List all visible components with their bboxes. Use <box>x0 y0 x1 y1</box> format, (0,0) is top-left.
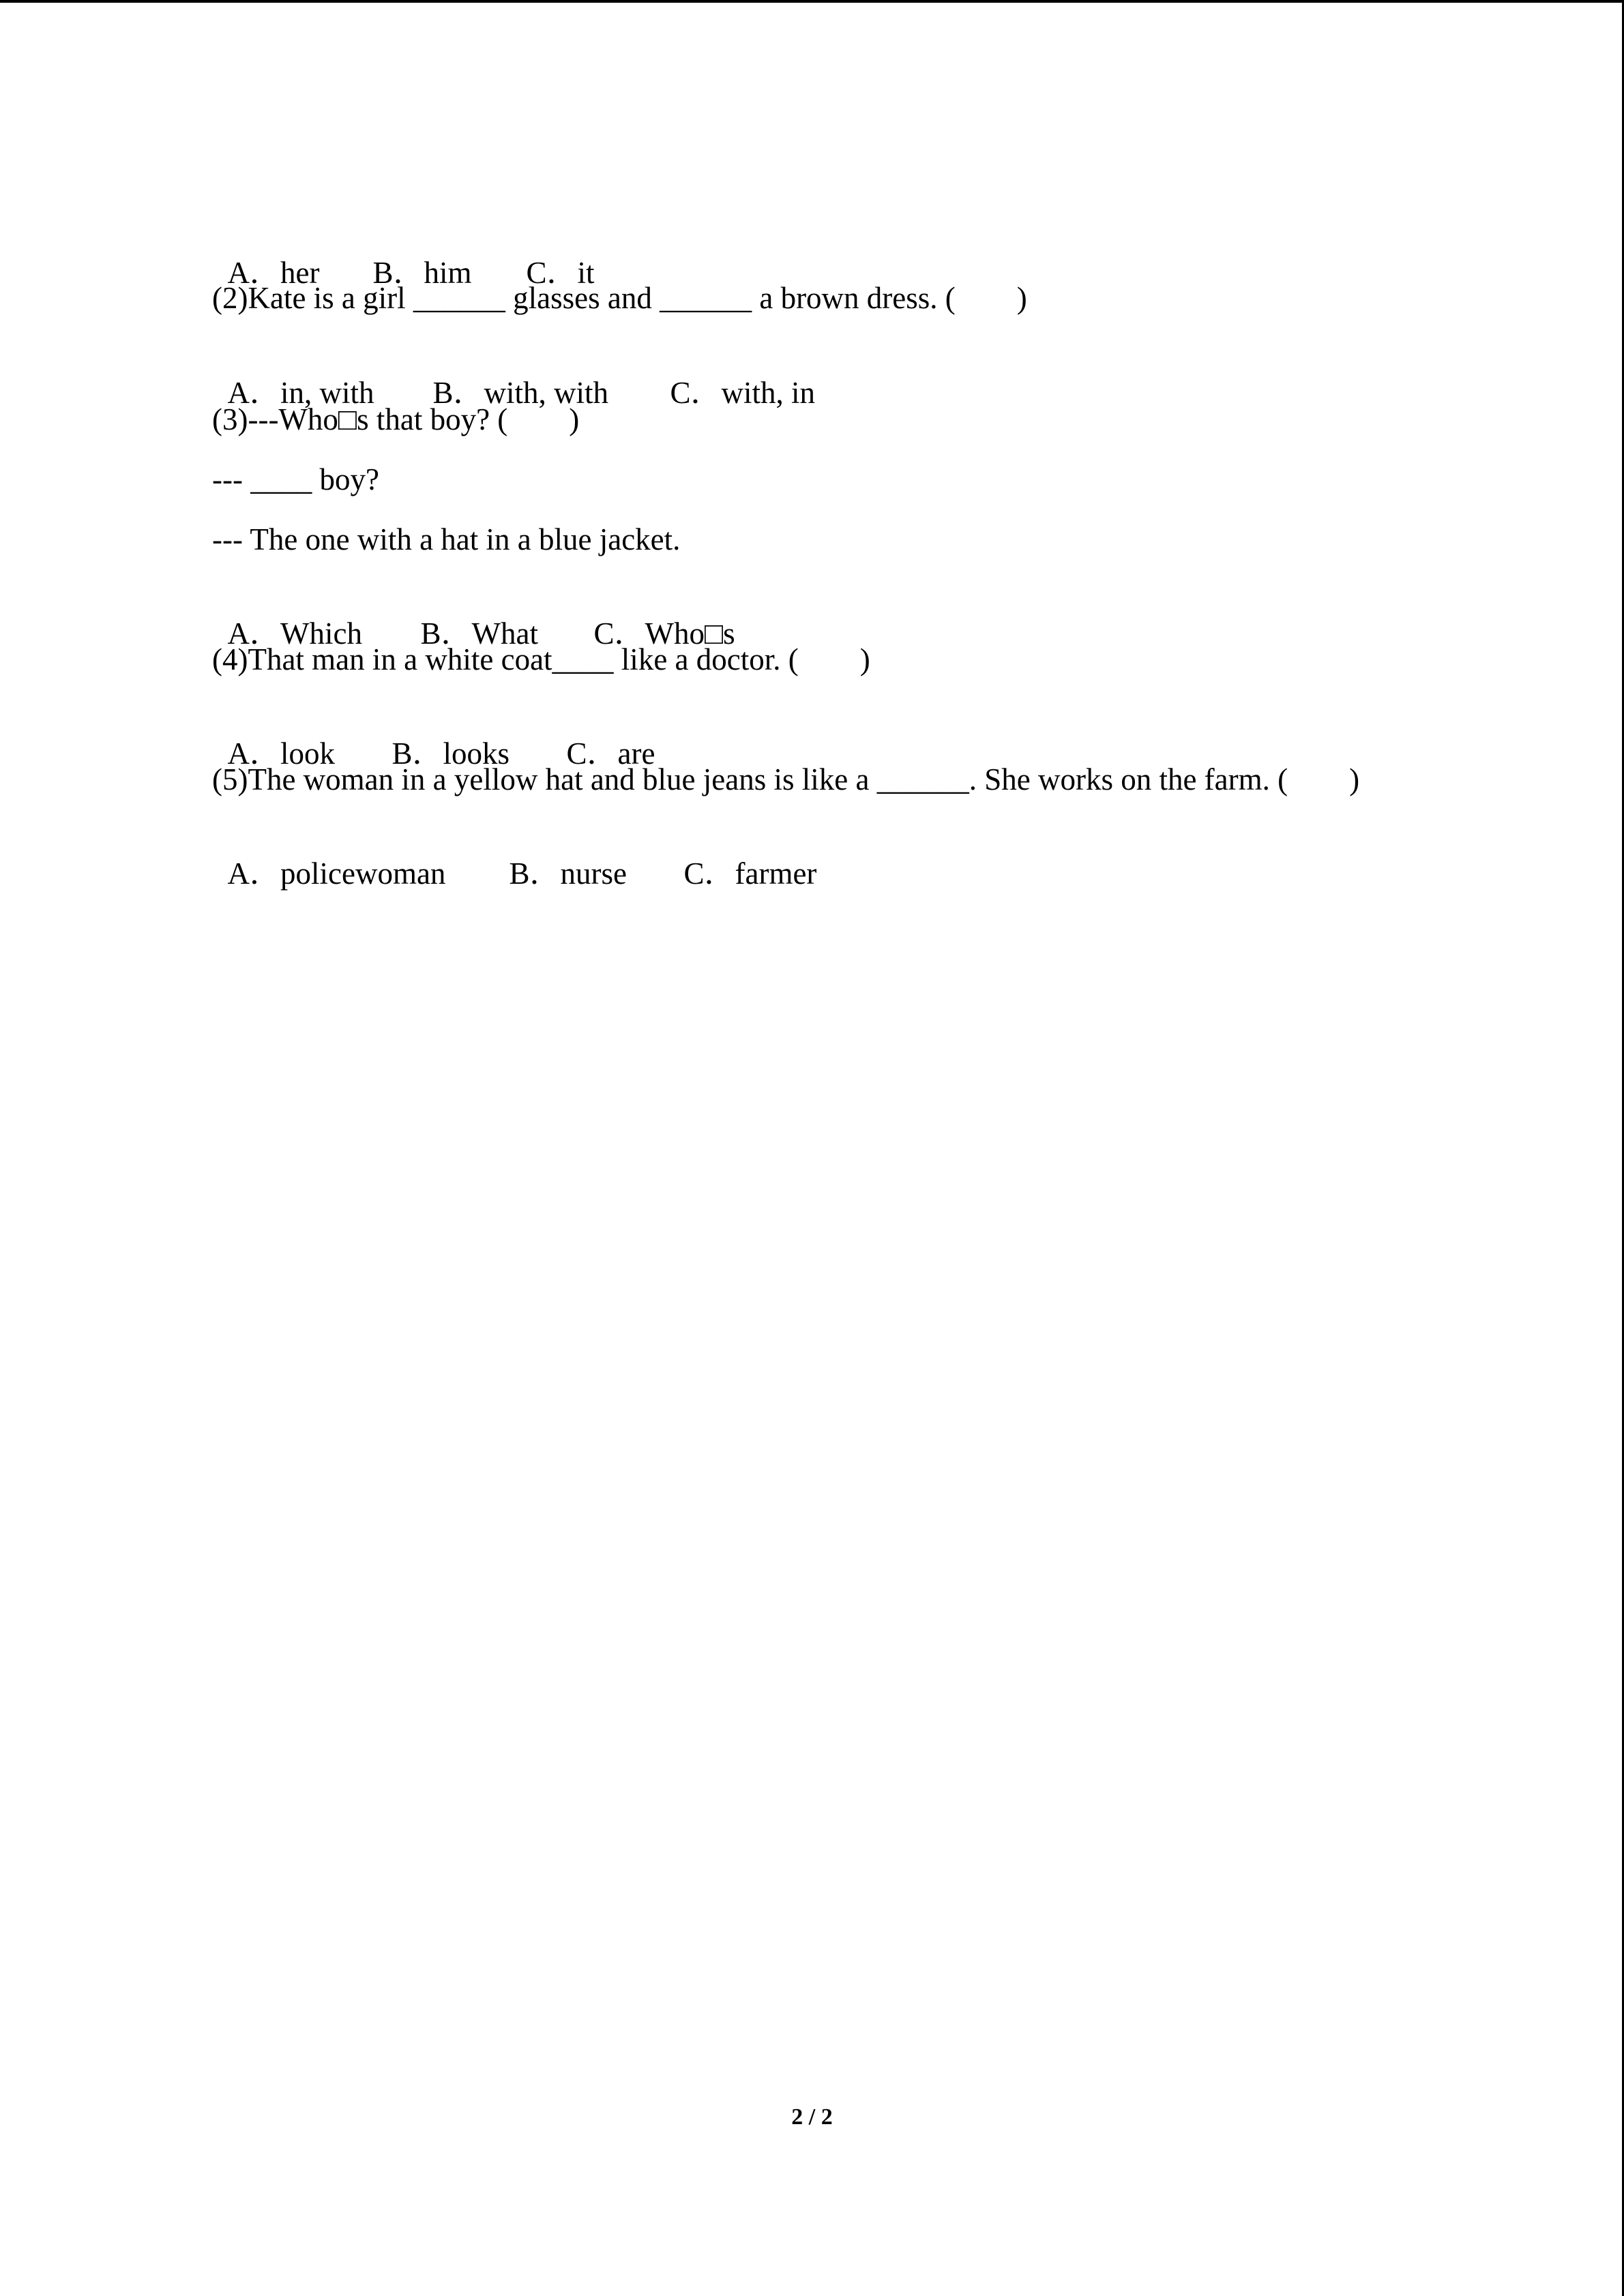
option-a: A．policewoman <box>227 856 446 891</box>
question-5-text: (5)The woman in a yellow hat and blue jeans is like a ______. She works on the farm. ( ) <box>212 762 1360 796</box>
option-c: C．it <box>526 256 595 290</box>
option-b: B．What <box>420 616 538 651</box>
question-2-options <box>212 338 815 411</box>
question-3-dialogue-1: --- ____ boy? <box>212 462 379 496</box>
question-4-text: (4)That man in a white coat____ like a doctor. ( ) <box>212 642 870 676</box>
option-b: B．looks <box>392 736 510 771</box>
option-c: C．are <box>566 736 655 771</box>
option-b: B．nurse <box>509 856 627 891</box>
option-a: A．in, with <box>227 376 374 410</box>
question-3-text: (3)---Who□s that boy? ( ) <box>212 402 580 436</box>
option-c: C．with, in <box>670 376 816 410</box>
top-border <box>0 0 1624 3</box>
option-b: B．with, with <box>432 376 609 410</box>
question-3-dialogue-2: --- The one with a hat in a blue jacket. <box>212 522 681 556</box>
page-number: 2 / 2 <box>791 2104 833 2130</box>
option-c: C．Who□s <box>593 616 735 651</box>
option-b: B．him <box>372 256 472 290</box>
option-a: A．her <box>227 256 320 290</box>
question-5-options <box>212 818 816 892</box>
option-c: C．farmer <box>683 856 817 891</box>
option-a: A．Which <box>227 616 362 651</box>
question-2-text: (2)Kate is a girl ______ glasses and ______ a brown dress. ( ) <box>212 281 1027 315</box>
option-a: A．look <box>227 736 336 771</box>
